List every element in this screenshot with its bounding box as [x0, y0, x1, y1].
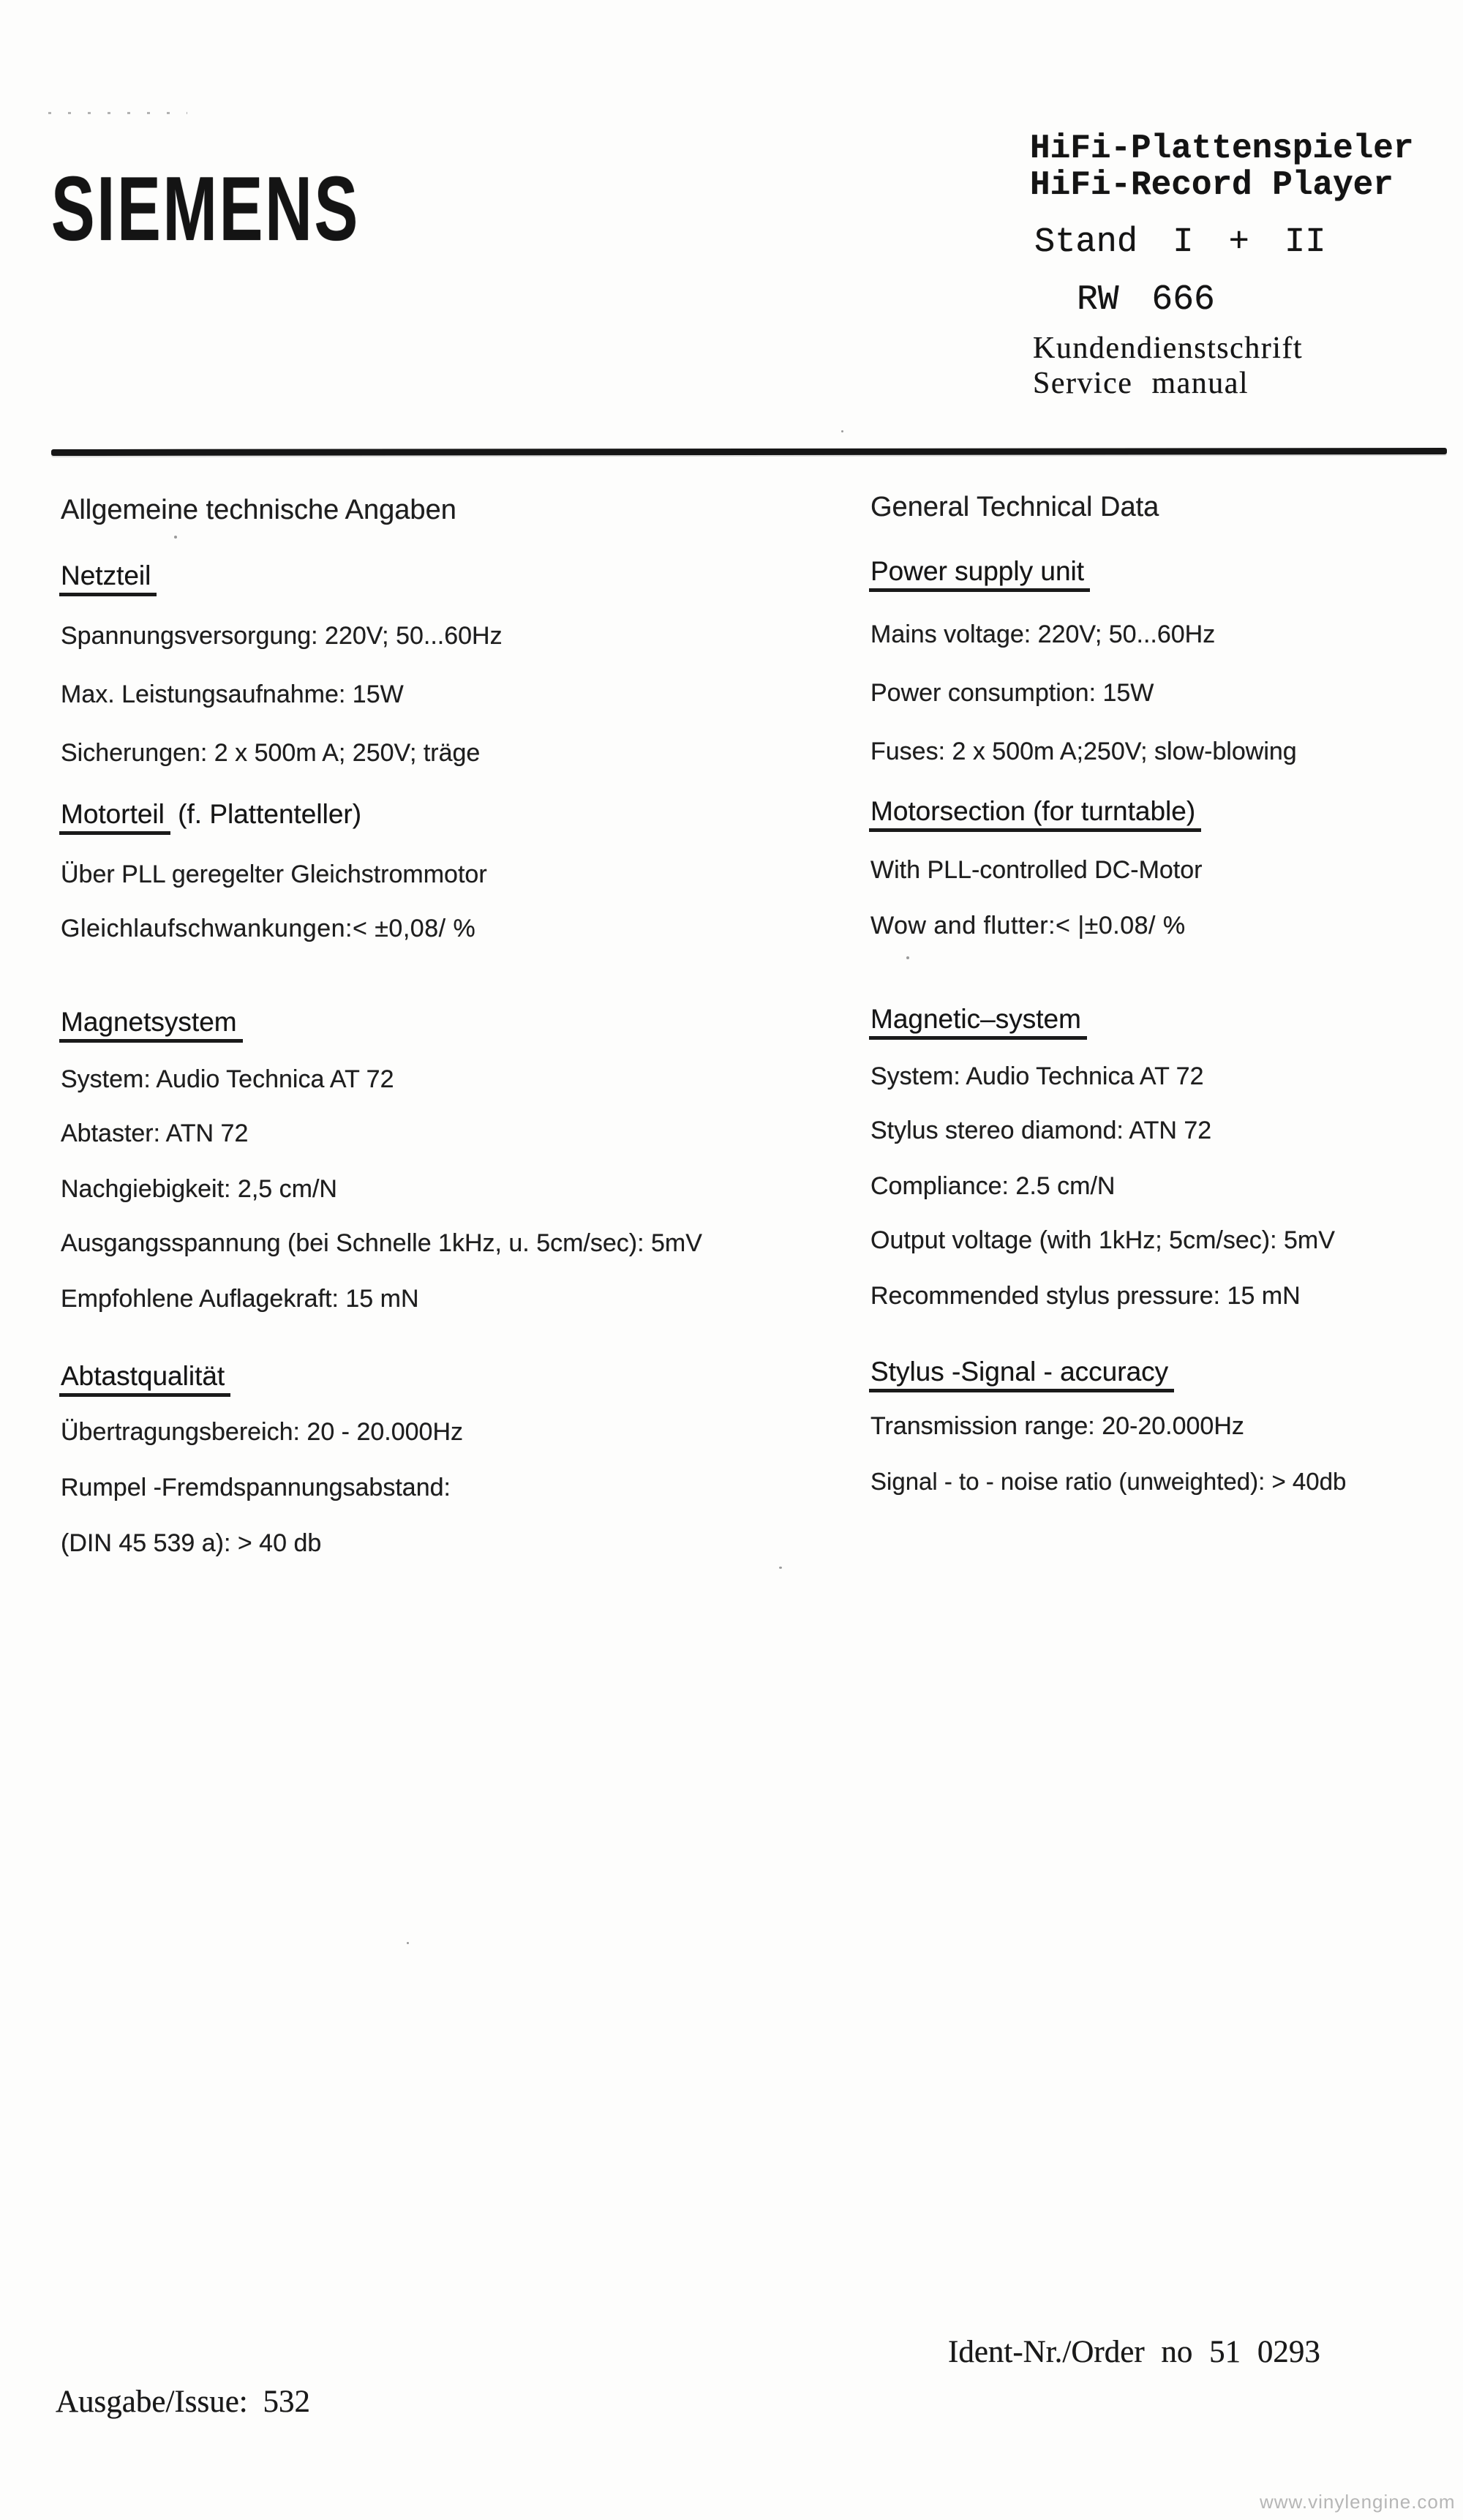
issue-number: Ausgabe/Issue: 532 [56, 2385, 310, 2419]
spec-line-wow-flutter-en: Wow and flutter:< |±0.08/ % [870, 912, 1186, 940]
spec-line: Fuses: 2 x 500m A;250V; slow-blowing [870, 738, 1297, 765]
spec-line: (DIN 45 539 a): > 40 db [61, 1529, 322, 1557]
doc-type-en: Service manual [1033, 367, 1249, 400]
section-heading-power-supply [870, 556, 1090, 588]
scan-artifact-dots [48, 112, 187, 114]
spec-line: Spannungsversorgung: 220V; 50...60Hz [61, 622, 503, 650]
spec-line: Output voltage (with 1kHz; 5cm/sec): 5mV [870, 1226, 1335, 1254]
spec-line-wow-flutter-de: Gleichlaufschwankungen:< ±0,08/ % [61, 915, 476, 942]
section-heading-text: Motorsection (for turntable) [869, 796, 1201, 832]
watermark: www.vinylengine.com [1260, 2491, 1456, 2513]
spec-line: Compliance: 2.5 cm/N [870, 1172, 1116, 1200]
product-title-en: HiFi-Record Player [1030, 166, 1394, 204]
spec-line: Nachgiebigkeit: 2,5 cm/N [61, 1175, 337, 1203]
spec-line: With PLL-controlled DC-Motor [870, 856, 1203, 884]
section-heading-motorsection [870, 796, 1201, 828]
section-heading-text: Abtastqualität [59, 1361, 230, 1397]
siemens-logo: SIEMENS [51, 159, 361, 260]
section-heading-text: Stylus -Signal - accuracy [869, 1357, 1174, 1392]
spec-line: Rumpel -Fremdspannungsabstand: [61, 1474, 451, 1501]
model-number: RW 666 [1077, 280, 1215, 320]
model-stand: Stand I + II [1034, 223, 1326, 262]
product-title-de: HiFi-Plattenspieler [1030, 130, 1414, 168]
spec-line: Mains voltage: 220V; 50...60Hz [870, 620, 1216, 648]
spec-line: Max. Leistungsaufnahme: 15W [61, 680, 404, 708]
section-heading-stylus-signal [870, 1357, 1174, 1388]
spec-line: Empfohlene Auflagekraft: 15 mN [61, 1285, 419, 1313]
spec-line: System: Audio Technica AT 72 [61, 1065, 394, 1093]
spec-line: Abtaster: ATN 72 [61, 1120, 249, 1147]
spec-line: Power consumption: 15W [870, 679, 1154, 707]
header-divider [51, 448, 1447, 456]
spec-line: Recommended stylus pressure: 15 mN [870, 1282, 1301, 1310]
section-heading-text: Netzteil [59, 560, 157, 596]
scan-speck [841, 430, 843, 432]
left-column-title: Allgemeine technische Angaben [61, 495, 456, 525]
section-heading-magnetsystem [61, 1007, 243, 1038]
doc-type-de: Kundendienstschrift [1033, 331, 1304, 365]
order-number: Ident-Nr./Order no 51 0293 [948, 2335, 1320, 2369]
section-heading-magnetic-system [870, 1004, 1087, 1035]
section-heading-motorteil [61, 799, 361, 830]
spec-line: Übertragungsbereich: 20 - 20.000Hz [61, 1418, 463, 1446]
section-heading-text: Power supply unit [869, 556, 1090, 592]
scan-speck [779, 1567, 782, 1569]
spec-line: Stylus stereo diamond: ATN 72 [870, 1117, 1212, 1144]
section-heading-netzteil [61, 560, 157, 592]
section-heading-text: Motorteil [59, 799, 170, 835]
spec-line: Ausgangsspannung (bei Schnelle 1kHz, u. 5cm/sec): 5mV [61, 1229, 702, 1257]
section-heading-text: Magnetsystem [59, 1007, 243, 1043]
spec-line: System: Audio Technica AT 72 [870, 1062, 1204, 1090]
spec-line: Sicherungen: 2 x 500m A; 250V; träge [61, 739, 481, 767]
section-heading-text: Magnetic–system [869, 1004, 1087, 1040]
spec-line: Über PLL geregelter Gleichstrommotor [61, 860, 487, 888]
right-column-title: General Technical Data [870, 492, 1159, 522]
scan-speck [407, 1942, 409, 1944]
section-heading-abtastqualitaet [61, 1361, 230, 1392]
scan-speck [174, 536, 177, 539]
spec-line: Signal - to - noise ratio (unweighted): > 40db [870, 1468, 1347, 1495]
spec-line: Transmission range: 20-20.000Hz [870, 1412, 1244, 1440]
section-heading-suffix: (f. Plattenteller) [170, 799, 362, 829]
scan-speck [906, 956, 909, 959]
